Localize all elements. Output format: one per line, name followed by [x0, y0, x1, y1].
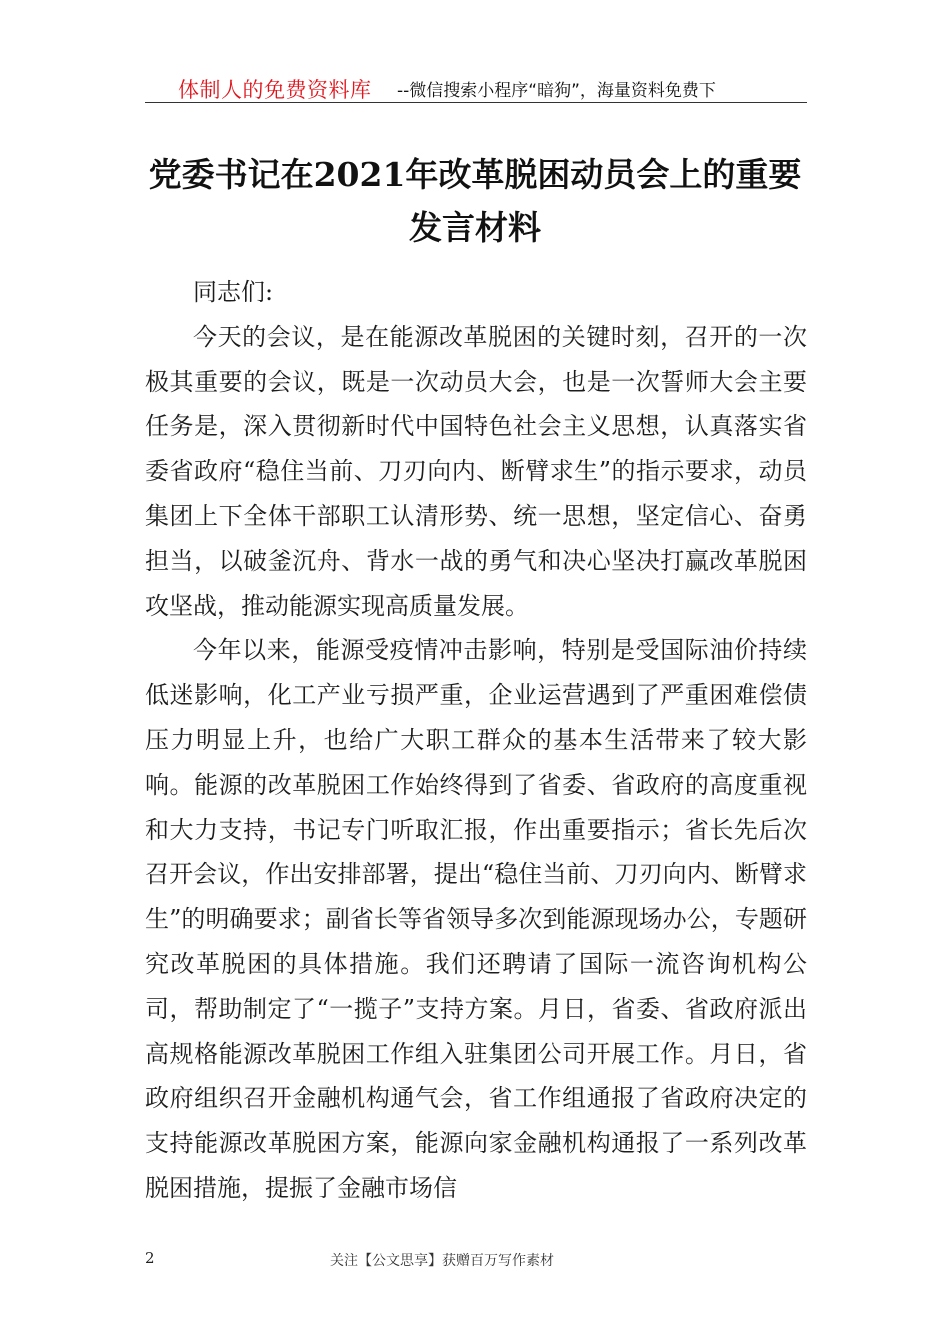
footer-note: 关注【公文思享】获赠百万写作素材	[330, 1253, 554, 1269]
page-header	[145, 72, 807, 103]
page-number: 2	[145, 1249, 155, 1267]
paragraph-1: 今天的会议，是在能源改革脱困的关键时刻，召开的一次极其重要的会议，既是一次动员大会，也是一次誓师大会主要任务是，深入贯彻新时代中国特色社会主义思想，认真落实省委省政府“稳住当前、刀刃向内、断臂求生”的指示要求，动员集团上下全体干部职工认清形势、统一思想，坚定信心、奋勇担当，以破釜沉舟、背水一战的勇气和决心坚决打赢改革脱困攻坚战，推动能源实现高质量发展。	[145, 322, 807, 620]
document-body	[145, 270, 807, 1211]
header-brand: 体制人的免费资料库	[178, 78, 372, 102]
document-title: 党委书记在2021年改革脱困动员会上的重要发言材料	[148, 155, 802, 247]
paragraph-2: 今年以来，能源受疫情冲击影响，特别是受国际油价持续低迷影响，化工产业亏损严重，企业运营遇到了严重困难偿债压力明显上升，也给广大职工群众的基本生活带来了较大影响。能源的改革脱困工作始终得到了省委、省政府的高度重视和大力支持，书记专门听取汇报，作出重要指示；省长先后次召开会议，作出安排部署，提出“稳住当前、刀刃向内、断臂求生”的明确要求；副省长等省领导多次到能源现场办公，专题研究改革脱困的具体措施。我们还聘请了国际一流咨询机构公司，帮助制定了“一揽子”支持方案。月日，省委、省政府派出高规格能源改革脱困工作组入驻集团公司开展工作。月日，省政府组织召开金融机构通气会，省工作组通报了省政府决定的支持能源改革脱困方案，能源向家金融机构通报了一系列改革脱困措施，提振了金融市场信	[145, 636, 807, 1202]
header-tagline: --微信搜索小程序“暗狗”，海量资料免费下	[397, 81, 716, 101]
salutation: 同志们:	[193, 278, 274, 306]
